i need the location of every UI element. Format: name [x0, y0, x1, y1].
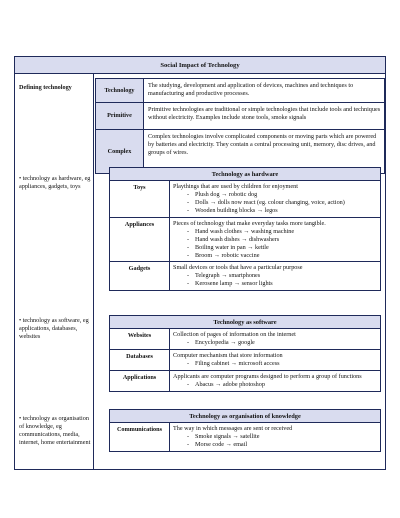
table-row: [110, 218, 380, 263]
definition-row: [96, 103, 384, 130]
definition-term: Primitive: [96, 103, 144, 129]
knowledge-side-label: • technology as organisation of knowledge, eg communications, media, internet, home entertainment: [19, 415, 91, 447]
definitions-table: [95, 78, 385, 174]
table-row: [110, 371, 380, 391]
row-term: Databases: [110, 350, 170, 370]
page-title: Social Impact of Technology: [15, 57, 385, 74]
list-item: - Hand wash clothes → washing machine: [187, 228, 377, 236]
definition-text: Primitive technologies are traditional or simple technologies that include tools and techniques without electricity. Examples include stone tools, smoke signals: [148, 106, 381, 121]
row-description: Applicants are computer programs designed to perform a group of functions: [173, 372, 362, 380]
row-term: Communications: [110, 423, 170, 451]
row-description: Playthings that are used by children for enjoyment: [173, 183, 298, 190]
table-row: [110, 329, 380, 350]
software-header: Technology as software: [110, 316, 380, 329]
list-item: - Telegraph → smartphones: [187, 272, 377, 280]
row-description: Small devices or tools that have a particular purpose: [173, 264, 303, 272]
list-item: - Boiling water in pan → kettle: [187, 244, 377, 252]
list-item: - Wooden building blocks → legos: [187, 207, 377, 215]
hardware-header: Technology as hardware: [110, 168, 380, 181]
row-description: Collection of pages of information on the internet: [173, 331, 296, 338]
defining-technology-label: Defining technology: [19, 84, 72, 91]
knowledge-table: [109, 409, 381, 452]
table-row: [110, 350, 380, 371]
table-row: [110, 181, 380, 218]
hardware-table: [109, 167, 381, 291]
knowledge-header: Technology as organisation of knowledge: [110, 410, 380, 423]
definition-text: Complex technologies involve complicated components or moving parts which are powered by batteries and electricity. They contain a central processing unit, memory, disc drives, and groups of wires.: [148, 133, 377, 156]
column-divider: [93, 74, 94, 470]
list-item: - Morse code → email: [187, 441, 377, 449]
row-term: Gadgets: [110, 262, 170, 290]
list-item: - Kerosene lamp → sensor lights: [187, 280, 377, 288]
list-item: - Hand wash dishes → dishwashers: [187, 236, 377, 244]
list-item: - Abacus → adobe photoshop: [187, 381, 377, 389]
list-item: - Smoke signals → satellite: [187, 433, 377, 441]
table-row: [110, 423, 380, 451]
list-item: - Broom → robotic vaccine: [187, 252, 377, 260]
row-term: Appliances: [110, 218, 170, 262]
definition-row: [96, 79, 384, 103]
list-item: - Filing cabinet → microsoft access: [187, 360, 377, 368]
row-description: The way in which messages are sent or received: [173, 425, 293, 432]
list-item: - Dolls → dolls now react (eg. colour changing, voice, action): [187, 199, 377, 207]
social-impact-table: [14, 56, 386, 470]
list-item: - Encyclopedia → google: [187, 339, 377, 347]
row-description: Pieces of technology that make everyday tasks more tangible.: [173, 219, 326, 227]
definition-term: Technology: [96, 79, 144, 102]
definition-term: Complex: [96, 130, 144, 173]
list-item: - Plush dog → robotic dog: [187, 191, 377, 199]
row-term: Applications: [110, 371, 170, 391]
row-description: Computer mechanism that store information: [173, 351, 283, 359]
row-term: Websites: [110, 329, 170, 349]
definition-text: The studying, development and application of devices, machines and techniques to manufacturing and productive processes.: [148, 82, 354, 97]
software-side-label: • technology as software, eg applications, databases, websites: [19, 317, 89, 341]
table-row: [110, 262, 380, 290]
hardware-side-label: • technology as hardware, eg appliances, gadgets, toys: [19, 175, 91, 191]
row-term: Toys: [110, 181, 170, 217]
software-table: [109, 315, 381, 392]
